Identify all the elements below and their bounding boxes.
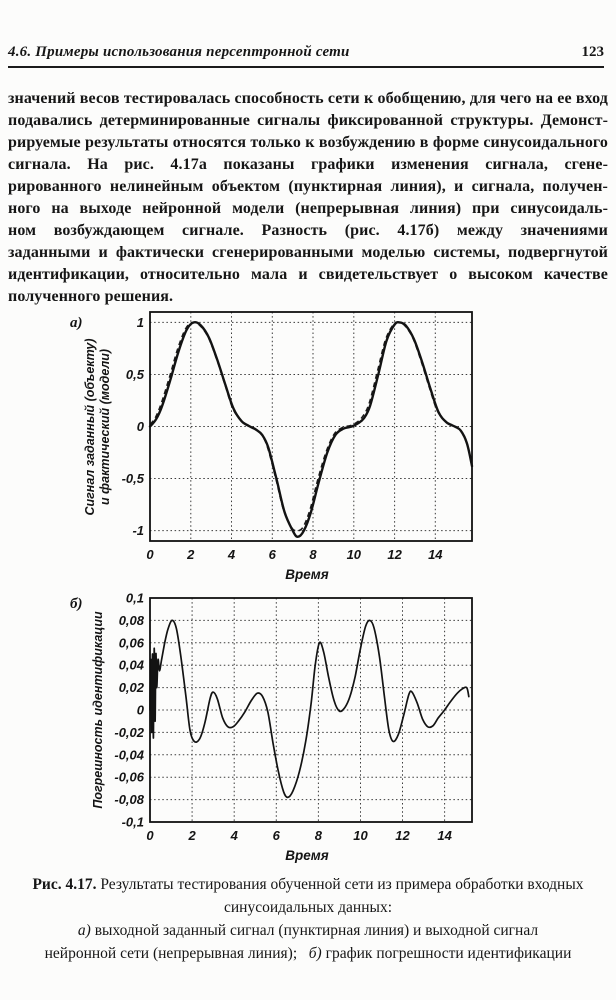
y-tick-label: -0,06 [114,769,144,785]
x-tick-label: 2 [187,547,195,562]
x-tick-label: 12 [387,547,402,562]
body-line: ном возбуждающем сигнале. Разность (рис. 4.17б) между значениями [8,222,608,239]
chart-a-x-axis-label: Время [285,567,329,582]
chart-a-y-axis-label-line2: и фактический (модели) [98,348,112,506]
x-tick-label: 8 [314,828,323,843]
body-line: сигнала. На рис. 4.17а показаны графики изменения сигнала, сгене- [8,156,608,173]
caption-marker-b: б) [308,945,322,962]
page-number: 123 [581,44,604,60]
chart-b-error-plot [60,590,500,870]
x-tick-label: 6 [268,547,276,562]
body-line: подавались детерминированные сигналы фиксированной структуры. Демонст- [8,112,608,129]
body-line: значений весов тестировалась способность сети к обобщению, для чего на ее вход [8,90,608,107]
body-line: заданными и фактически сгенерированными моделью системы, подвергнутой [8,244,608,261]
section-title: 4.6. Примеры использования персептронной сети [8,44,350,60]
y-tick-label: 0 [136,419,144,434]
figure-number: Рис. 4.17. [32,876,97,893]
x-tick-label: 6 [272,828,280,843]
body-line: полученного решения. [8,288,174,305]
x-tick-label: 2 [188,828,196,843]
running-head [8,44,604,68]
chart-a-text-layer [70,315,329,582]
body-line: рированного нелинейным объектом (пунктирная линия), и сигнала, получен- [8,178,608,195]
y-tick-label: 0 [136,702,144,718]
x-tick-label: 0 [146,547,154,562]
caption-line-3: а) выходной заданный сигнал (пунктирная линия) и выходной сигнал [77,922,539,939]
x-tick-label: 10 [353,828,368,843]
y-tick-label: -0,1 [121,814,144,830]
y-tick-label: 1 [136,314,144,330]
x-tick-label: 10 [346,547,362,562]
x-tick-label: 12 [395,828,410,843]
chart-b-text-layer [70,596,329,863]
x-tick-label: 0 [146,828,154,843]
figure-caption [28,873,588,965]
body-line: идентификации, относительно мала и свидетельствует о высоком качестве [8,266,608,283]
chart-b-y-axis-label: Погрешность идентификации [91,611,105,809]
y-tick-label: -0,08 [114,792,144,808]
chart-a-y-axis-label-line1: Сигнал заданный (объекту) [83,338,97,516]
x-tick-label: 4 [230,828,238,843]
body-paragraph [8,88,608,308]
chart-b-x-axis-label: Время [285,848,329,863]
y-tick-label: 0,08 [118,612,144,628]
caption-line-1: Рис. 4.17. Результаты тестирования обученной сети из примера обработки входных [32,876,584,893]
panel-label-b: б) [70,596,83,612]
y-tick-label: 0,04 [118,657,144,673]
x-tick-label: 14 [437,828,452,843]
panel-label-a: а) [70,315,83,331]
y-tick-label: 0,1 [125,590,144,606]
x-tick-label: 14 [428,547,443,562]
chart-a-signal-plot [60,303,500,589]
caption-line-4: нейронной сети (непрерывная линия); б) график погрешности идентификации [44,945,572,962]
y-tick-label: 0,02 [118,680,144,696]
body-line: ного на выходе нейронной модели (непрерывная линия) при синусоидаль- [8,200,608,217]
y-tick-label: -1 [132,523,144,539]
body-line: рируемые результаты относятся только к возбуждению в форме синусоидального [8,134,608,151]
y-tick-label: -0,5 [121,471,144,486]
caption-line-2: синусоидальных данных: [223,899,392,916]
y-tick-label: 0,5 [125,367,144,382]
x-tick-label: 8 [309,547,317,562]
caption-marker-a: а) [77,922,91,939]
x-tick-label: 4 [227,547,236,562]
y-tick-label: -0,02 [114,724,144,740]
y-tick-label: 0,06 [118,635,144,651]
y-tick-label: -0,04 [114,747,144,763]
